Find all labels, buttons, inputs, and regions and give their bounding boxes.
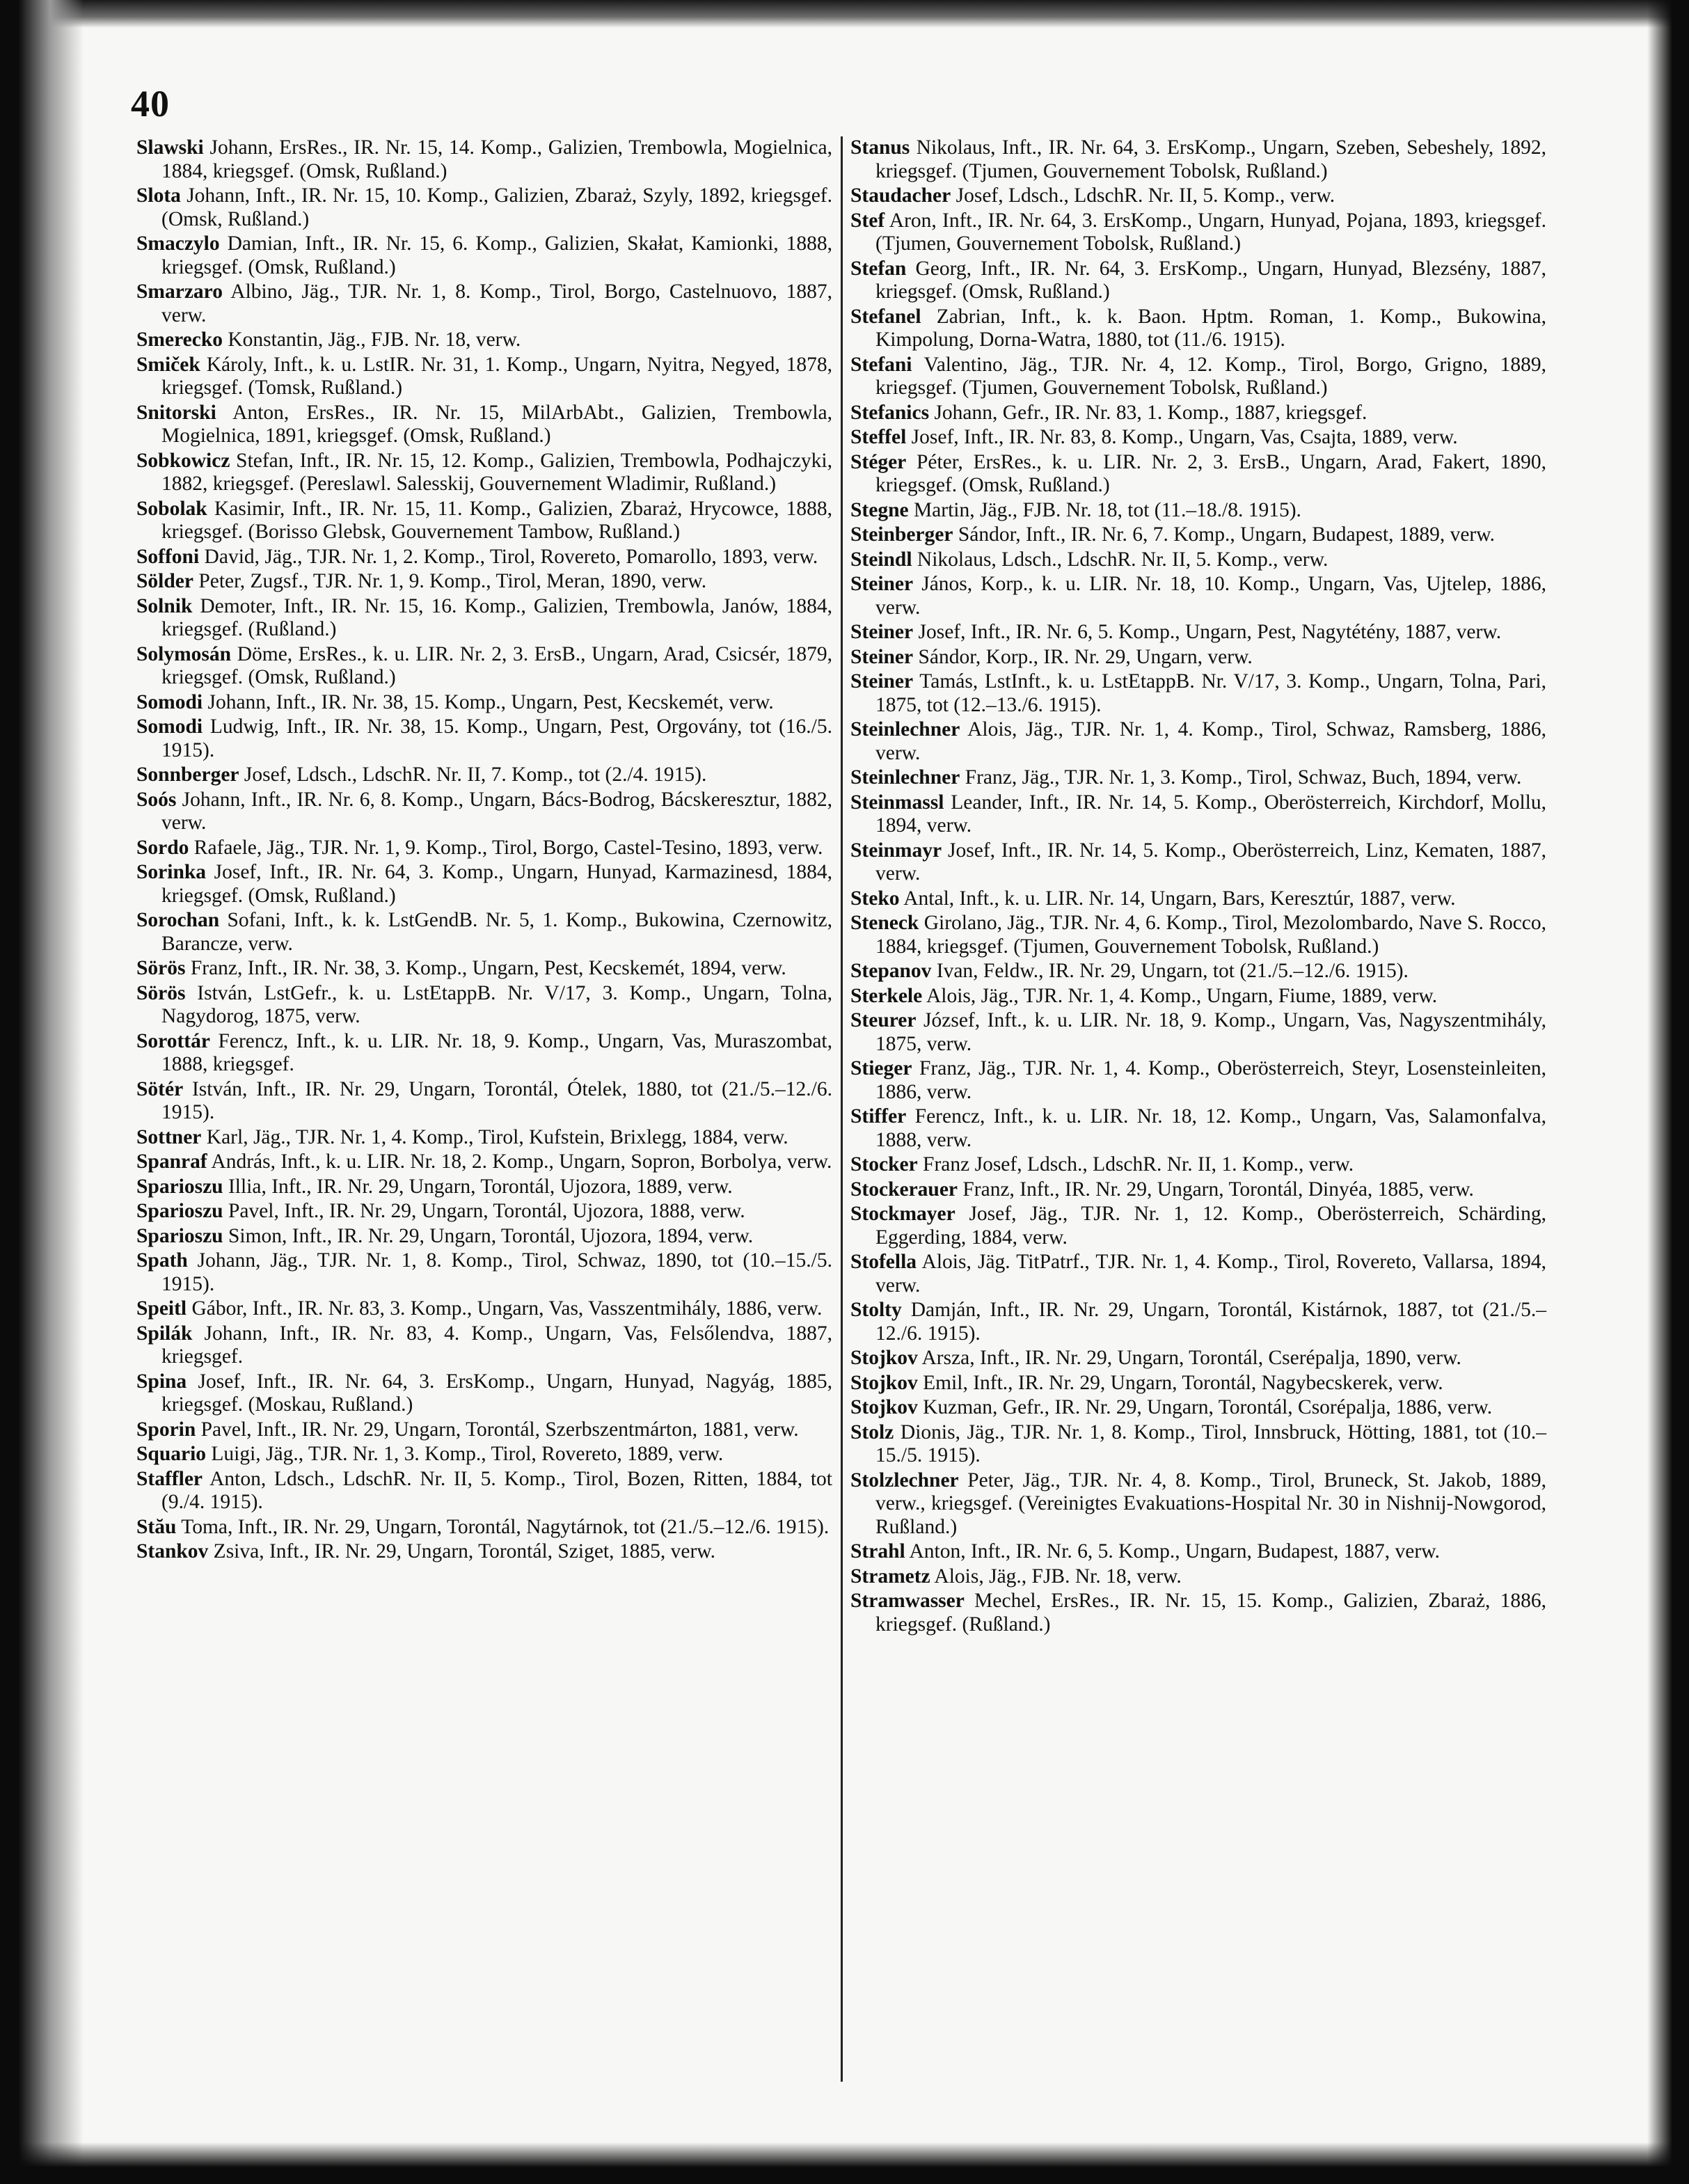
list-entry xyxy=(850,912,1546,958)
entry-details: Josef, Ldsch., LdschR. Nr. II, 7. Komp., tot (2./4. 1915). xyxy=(244,763,707,786)
entry-details: Mechel, ErsRes., IR. Nr. 15, 15. Komp., Galizien, Zbaraż, 1886, kriegsgef. (Rußland.) xyxy=(875,1590,1547,1636)
entry-surname: Stolzlechner xyxy=(850,1469,959,1491)
list-entry xyxy=(136,715,832,762)
entry-details: Johann, Inft., IR. Nr. 38, 15. Komp., Ungarn, Pest, Kecskemét, verw. xyxy=(207,690,774,713)
entry-surname: Sparioszu xyxy=(136,1200,223,1222)
entry-surname: Steiner xyxy=(850,645,914,668)
list-entry xyxy=(136,1443,832,1466)
entry-surname: Strahl xyxy=(850,1540,905,1562)
entry-surname: Smarzaro xyxy=(136,280,223,303)
list-entry xyxy=(136,643,832,690)
list-entry xyxy=(850,402,1546,425)
entry-surname: Sterkele xyxy=(850,984,923,1007)
entry-surname: Stocker xyxy=(850,1153,918,1176)
entry-surname: Steinberger xyxy=(850,523,953,546)
entry-details: Pavel, Inft., IR. Nr. 29, Ungarn, Torontál, Szerbszentmárton, 1881, verw. xyxy=(200,1418,799,1441)
entry-surname: Slawski xyxy=(136,136,204,159)
entry-surname: Steindl xyxy=(850,548,912,571)
entry-details: Aron, Inft., IR. Nr. 64, 3. ErsKomp., Ungarn, Hunyad, Pojana, 1893, kriegsgef. (Tjumen, Gouvernement Tobolsk, Rußland.) xyxy=(875,209,1547,255)
entry-surname: Spath xyxy=(136,1249,188,1272)
left-column xyxy=(136,136,832,1565)
list-entry xyxy=(850,1105,1546,1152)
list-entry xyxy=(850,791,1546,838)
entry-details: Damján, Inft., IR. Nr. 29, Ungarn, Torontál, Kistárnok, 1887, tot (21./5.–12./6. 1915). xyxy=(875,1299,1546,1345)
entry-surname: Stefan xyxy=(850,257,907,280)
list-entry xyxy=(850,306,1546,352)
entry-details: Franz, Inft., IR. Nr. 38, 3. Komp., Ungarn, Pest, Kecskemét, 1894, verw. xyxy=(190,957,786,979)
list-entry xyxy=(850,451,1546,498)
entry-details: András, Inft., k. u. LIR. Nr. 18, 2. Komp., Ungarn, Sopron, Borbolya, verw. xyxy=(211,1150,832,1173)
entry-details: Alois, Jäg., TJR. Nr. 1, 4. Komp., Ungarn, Fiume, 1889, verw. xyxy=(926,984,1438,1007)
list-entry xyxy=(136,570,832,594)
entry-surname: Stegne xyxy=(850,498,909,521)
list-entry xyxy=(850,573,1546,619)
entry-surname: Smaczylo xyxy=(136,232,220,255)
scan-border-bottom xyxy=(0,2142,1689,2184)
list-entry xyxy=(136,763,832,787)
entry-surname: Stefani xyxy=(850,353,912,376)
entry-details: Pavel, Inft., IR. Nr. 29, Ungarn, Torontál, Ujozora, 1888, verw. xyxy=(228,1200,745,1222)
column-divider xyxy=(841,136,843,2082)
entry-details: József, Inft., k. u. LIR. Nr. 18, 9. Komp., Ungarn, Vas, Nagyszentmihály, 1875, verw. xyxy=(875,1009,1546,1055)
entry-details: Sándor, Korp., IR. Nr. 29, Ungarn, verw. xyxy=(918,645,1253,668)
list-entry xyxy=(850,426,1546,450)
entry-details: Josef, Inft., IR. Nr. 14, 5. Komp., Oberösterreich, Linz, Kematen, 1887, verw. xyxy=(875,839,1547,885)
entry-details: Arsza, Inft., IR. Nr. 29, Ungarn, Torontál, Cserépalja, 1890, verw. xyxy=(921,1347,1461,1369)
entry-surname: Sobkowicz xyxy=(136,449,230,472)
entry-surname: Sparioszu xyxy=(136,1175,223,1198)
list-entry xyxy=(136,1418,832,1442)
entry-details: Alois, Jäg., FJB. Nr. 18, verw. xyxy=(934,1565,1182,1588)
list-entry xyxy=(136,1200,832,1224)
entry-details: David, Jäg., TJR. Nr. 1, 2. Komp., Tirol, Rovereto, Pomarollo, 1893, verw. xyxy=(204,545,818,568)
list-entry xyxy=(136,1322,832,1369)
entry-details: Josef, Inft., IR. Nr. 6, 5. Komp., Ungarn, Pest, Nagytétény, 1887, verw. xyxy=(918,621,1502,643)
entry-details: Demoter, Inft., IR. Nr. 15, 16. Komp., Galizien, Trembowla, Janów, 1884, kriegsgef. (Rußland.) xyxy=(161,594,832,640)
entry-details: Valentino, Jäg., TJR. Nr. 4, 12. Komp., Tirol, Borgo, Grigno, 1889, kriegsgef. (Tjumen, Gouvernement Tobolsk, Rußland.) xyxy=(875,353,1547,399)
list-entry xyxy=(136,909,832,956)
entry-surname: Stău xyxy=(136,1515,177,1538)
list-entry xyxy=(850,1153,1546,1177)
entry-surname: Stefanel xyxy=(850,305,921,328)
entry-surname: Smerecko xyxy=(136,329,223,351)
entry-details: Kasimir, Inft., IR. Nr. 15, 11. Komp., Galizien, Zbaraż, Hrycowce, 1888, kriegsgef. (Borisso Glebsk, Gouvernement Tambow, Rußland.) xyxy=(161,497,833,543)
entry-details: Döme, ErsRes., k. u. LIR. Nr. 2, 3. ErsB., Ungarn, Arad, Csicsér, 1879, kriegsgef. (Omsk, Rußland.) xyxy=(161,642,832,688)
entry-details: Zsiva, Inft., IR. Nr. 29, Ungarn, Torontál, Sziget, 1885, verw. xyxy=(213,1540,716,1562)
entry-details: Ludwig, Inft., IR. Nr. 38, 15. Komp., Ungarn, Pest, Orgovány, tot (16./5. 1915). xyxy=(161,715,832,761)
list-entry xyxy=(850,499,1546,523)
list-entry xyxy=(850,1299,1546,1345)
entry-details: Simon, Inft., IR. Nr. 29, Ungarn, Torontál, Ujozora, 1894, verw. xyxy=(228,1224,754,1247)
entry-surname: Stefanics xyxy=(850,401,930,424)
entry-surname: Stojkov xyxy=(850,1347,918,1369)
list-entry xyxy=(136,1176,832,1199)
entry-surname: Spanraf xyxy=(136,1150,207,1173)
entry-surname: Slota xyxy=(136,184,181,207)
list-entry xyxy=(136,280,832,327)
list-entry xyxy=(136,982,832,1029)
entry-surname: Sorochan xyxy=(136,909,220,931)
entry-surname: Stofella xyxy=(850,1251,917,1273)
list-entry xyxy=(850,766,1546,790)
list-entry xyxy=(136,957,832,981)
entry-details: Josef, Inft., IR. Nr. 83, 8. Komp., Ungarn, Vas, Csajta, 1889, verw. xyxy=(911,426,1458,448)
entry-surname: Stankov xyxy=(136,1540,209,1562)
list-entry xyxy=(850,1009,1546,1056)
list-entry xyxy=(850,1590,1546,1636)
scan-border-top xyxy=(0,0,1689,28)
entry-details: János, Korp., k. u. LIR. Nr. 18, 10. Komp., Ungarn, Vas, Ujtelep, 1886, verw. xyxy=(875,573,1546,619)
entry-details: Stefan, Inft., IR. Nr. 15, 12. Komp., Galizien, Trembowla, Podhajczyki, 1882, kriegsgef. (Pereslawl. Salesskij, Gouvernement Wladimir, Rußland.) xyxy=(161,449,833,495)
scan-border-left xyxy=(0,0,84,2184)
list-entry xyxy=(850,646,1546,670)
list-entry xyxy=(136,1370,832,1417)
entry-surname: Sorinka xyxy=(136,861,207,883)
entry-details: Sofani, Inft., k. k. LstGendB. Nr. 5, 1. Komp., Bukowina, Czernowitz, Barancze, verw. xyxy=(161,909,832,955)
list-entry xyxy=(136,1297,832,1321)
entry-details: Franz, Jäg., TJR. Nr. 1, 3. Komp., Tirol, Schwaz, Buch, 1894, verw. xyxy=(965,766,1522,789)
entry-surname: Steiner xyxy=(850,573,914,595)
entry-details: Albino, Jäg., TJR. Nr. 1, 8. Komp., Tirol, Borgo, Castelnuovo, 1887, verw. xyxy=(161,280,832,326)
entry-details: Franz Josef, Ldsch., LdschR. Nr. II, 1. Komp., verw. xyxy=(923,1153,1354,1176)
entry-surname: Stef xyxy=(850,209,885,232)
list-entry xyxy=(136,691,832,715)
entry-details: Konstantin, Jäg., FJB. Nr. 18, verw. xyxy=(228,329,521,351)
entry-surname: Steinlechner xyxy=(850,718,960,741)
list-entry xyxy=(136,1516,832,1540)
list-entry xyxy=(136,329,832,352)
entry-surname: Sörös xyxy=(136,981,186,1004)
entry-surname: Spina xyxy=(136,1370,187,1393)
entry-surname: Stepanov xyxy=(850,960,932,982)
list-entry xyxy=(136,789,832,835)
list-entry xyxy=(850,985,1546,1008)
entry-surname: Stramwasser xyxy=(850,1590,965,1612)
list-entry xyxy=(850,670,1546,717)
list-entry xyxy=(850,1540,1546,1564)
entry-surname: Smiček xyxy=(136,353,200,376)
list-entry xyxy=(136,861,832,908)
entry-details: Nikolaus, Inft., IR. Nr. 64, 3. ErsKomp., Ungarn, Szeben, Sebeshely, 1892, kriegsgef. (Tjumen, Gouvernement Tobolsk, Rußland.) xyxy=(875,136,1547,182)
entry-surname: Sölder xyxy=(136,570,193,592)
list-entry xyxy=(136,546,832,569)
entry-surname: Stieger xyxy=(850,1057,912,1079)
entry-surname: Soós xyxy=(136,788,177,811)
entry-details: Alois, Jäg., TJR. Nr. 1, 4. Komp., Tirol, Schwaz, Ramsberg, 1886, verw. xyxy=(875,718,1546,764)
entry-surname: Speitl xyxy=(136,1297,187,1320)
list-entry xyxy=(136,1030,832,1077)
list-entry xyxy=(136,1540,832,1564)
entry-details: Antal, Inft., k. u. LIR. Nr. 14, Ungarn, Bars, Keresztúr, 1887, verw. xyxy=(903,887,1456,910)
list-entry xyxy=(850,1396,1546,1420)
list-entry xyxy=(136,354,832,400)
list-entry xyxy=(850,209,1546,256)
entry-details: Karl, Jäg., TJR. Nr. 1, 4. Komp., Tirol, Kufstein, Brixlegg, 1884, verw. xyxy=(206,1125,788,1148)
entry-details: Damian, Inft., IR. Nr. 15, 6. Komp., Galizien, Skałat, Kamionki, 1888, kriegsgef. (Omsk, Rußland.) xyxy=(161,232,833,278)
entry-surname: Strametz xyxy=(850,1565,930,1588)
list-entry xyxy=(850,1057,1546,1104)
entry-details: Johann, Gefr., IR. Nr. 83, 1. Komp., 1887, kriegsgef. xyxy=(934,401,1367,424)
entry-surname: Stiffer xyxy=(850,1105,907,1127)
entry-surname: Squario xyxy=(136,1443,207,1465)
list-entry xyxy=(136,1150,832,1174)
entry-details: Johann, Jäg., TJR. Nr. 1, 8. Komp., Tirol, Schwaz, 1890, tot (10.–15./5. 1915). xyxy=(161,1249,833,1295)
page-number: 40 xyxy=(131,83,170,125)
entry-details: Alois, Jäg. TitPatrf., TJR. Nr. 1, 4. Komp., Tirol, Rovereto, Vallarsa, 1894, verw. xyxy=(875,1251,1546,1297)
entry-details: Illia, Inft., IR. Nr. 29, Ungarn, Torontál, Ujozora, 1889, verw. xyxy=(228,1175,733,1198)
list-entry xyxy=(136,184,832,231)
entry-details: Franz, Jäg., TJR. Nr. 1, 4. Komp., Oberösterreich, Steyr, Losensteinleiten, 1886, verw. xyxy=(875,1057,1546,1103)
entry-details: Girolano, Jäg., TJR. Nr. 4, 6. Komp., Tirol, Mezolombardo, Nave S. Rocco, 1884, kriegsgef. (Tjumen, Gouvernement Tobolsk, Rußland.) xyxy=(875,912,1547,958)
entry-details: Josef, Ldsch., LdschR. Nr. II, 5. Komp., verw. xyxy=(955,184,1335,207)
list-entry xyxy=(850,621,1546,644)
entry-surname: Somodi xyxy=(136,715,203,738)
list-entry xyxy=(850,548,1546,572)
entry-surname: Sobolak xyxy=(136,497,207,520)
entry-surname: Stojkov xyxy=(850,1371,918,1394)
entry-details: Anton, Inft., IR. Nr. 6, 5. Komp., Ungarn, Budapest, 1887, verw. xyxy=(909,1540,1440,1562)
entry-details: Johann, Inft., IR. Nr. 83, 4. Komp., Ungarn, Vas, Felsőlendva, 1887, kriegsgef. xyxy=(161,1322,832,1368)
entry-details: Dionis, Jäg., TJR. Nr. 1, 8. Komp., Tirol, Innsbruck, Hötting, 1881, tot (10.–15./5. 1915). xyxy=(875,1421,1546,1466)
entry-surname: Solymosán xyxy=(136,642,232,665)
entry-details: Josef, Inft., IR. Nr. 64, 3. Komp., Ungarn, Hunyad, Karmazinesd, 1884, kriegsgef. (Omsk, Rußland.) xyxy=(161,861,833,907)
entry-surname: Staffler xyxy=(136,1467,203,1490)
entry-details: Rafaele, Jäg., TJR. Nr. 1, 9. Komp., Tirol, Borgo, Castel-Tesino, 1893, verw. xyxy=(193,836,823,859)
list-entry xyxy=(850,960,1546,983)
entry-details: Martin, Jäg., FJB. Nr. 18, tot (11.–18./8. 1915). xyxy=(913,498,1301,521)
list-entry xyxy=(850,1251,1546,1297)
entry-details: Sándor, Inft., IR. Nr. 6, 7. Komp., Ungarn, Budapest, 1889, verw. xyxy=(958,523,1496,546)
entry-details: István, Inft., IR. Nr. 29, Ungarn, Torontál, Ótelek, 1880, tot (21./5.–12./6. 1915). xyxy=(161,1077,833,1123)
entry-surname: Somodi xyxy=(136,690,203,713)
entry-details: Károly, Inft., k. u. LstIR. Nr. 31, 1. Komp., Ungarn, Nyitra, Negyed, 1878, kriegsgef. (Tomsk, Rußland.) xyxy=(161,353,833,399)
list-entry xyxy=(850,523,1546,547)
entry-surname: Steiner xyxy=(850,670,914,693)
entry-surname: Stojkov xyxy=(850,1396,918,1418)
entry-surname: Steffel xyxy=(850,426,907,448)
entry-details: Gábor, Inft., IR. Nr. 83, 3. Komp., Ungarn, Vas, Vasszentmihály, 1886, verw. xyxy=(191,1297,823,1320)
entry-surname: Steinmassl xyxy=(850,791,944,814)
entry-surname: Stanus xyxy=(850,136,910,159)
entry-surname: Steneck xyxy=(850,912,919,934)
entry-surname: Steinmayr xyxy=(850,839,942,862)
entry-surname: Steko xyxy=(850,887,900,910)
entry-surname: Sporin xyxy=(136,1418,196,1441)
list-entry xyxy=(850,718,1546,765)
entry-details: Anton, ErsRes., IR. Nr. 15, MilArbAbt., Galizien, Trembowla, Mogielnica, 1891, kriegsgef. (Omsk, Rußland.) xyxy=(161,401,833,447)
entry-surname: Solnik xyxy=(136,594,193,617)
entry-surname: Stockmayer xyxy=(850,1203,955,1225)
list-entry xyxy=(850,1347,1546,1370)
list-entry xyxy=(850,184,1546,208)
list-entry xyxy=(850,1421,1546,1468)
entry-surname: Snitorski xyxy=(136,401,216,424)
list-entry xyxy=(850,1372,1546,1395)
list-entry xyxy=(850,887,1546,911)
list-entry xyxy=(136,1126,832,1150)
entry-surname: Sordo xyxy=(136,836,189,859)
entry-surname: Sottner xyxy=(136,1125,202,1148)
entry-surname: Sparioszu xyxy=(136,1224,223,1247)
entry-details: Johann, Inft., IR. Nr. 15, 10. Komp., Galizien, Zbaraż, Szyly, 1892, kriegsgef. (Omsk, Rußland.) xyxy=(161,184,833,230)
scan-border-right xyxy=(1647,0,1689,2184)
entry-details: Johann, Inft., IR. Nr. 6, 8. Komp., Ungarn, Bács-Bodrog, Bácskeresztur, 1882, verw. xyxy=(161,788,832,834)
entry-surname: Soffoni xyxy=(136,545,200,568)
entry-surname: Stockerauer xyxy=(850,1178,958,1201)
list-entry xyxy=(136,498,832,544)
list-entry xyxy=(850,1178,1546,1202)
entry-surname: Sorottár xyxy=(136,1029,210,1052)
list-entry xyxy=(850,136,1546,183)
entry-details: Peter, Jäg., TJR. Nr. 4, 8. Komp., Tirol, Bruneck, St. Jakob, 1889, verw., kriegsgef. (Vereinigtes Evakuations-Hospital Nr. 30 in Nishnij-Nowgorod, Rußland.) xyxy=(875,1469,1547,1538)
entry-details: Ferencz, Inft., k. u. LIR. Nr. 18, 12. Komp., Ungarn, Vas, Salamonfalva, 1888, verw. xyxy=(875,1105,1547,1151)
list-entry xyxy=(136,837,832,860)
entry-details: Josef, Jäg., TJR. Nr. 1, 12. Komp., Oberösterreich, Schärding, Eggerding, 1884, verw. xyxy=(875,1203,1547,1249)
list-entry xyxy=(850,1469,1546,1540)
entry-details: Kuzman, Gefr., IR. Nr. 29, Ungarn, Torontál, Csorépalja, 1886, verw. xyxy=(923,1396,1493,1418)
list-entry xyxy=(136,1225,832,1249)
entry-surname: Staudacher xyxy=(850,184,951,207)
entry-details: Leander, Inft., IR. Nr. 14, 5. Komp., Oberösterreich, Kirchdorf, Mollu, 1894, verw. xyxy=(875,791,1547,837)
entry-surname: Sonnberger xyxy=(136,763,239,786)
entry-surname: Steurer xyxy=(850,1009,917,1031)
entry-details: Johann, ErsRes., IR. Nr. 15, 14. Komp., Galizien, Trembowla, Mogielnica, 1884, kriegsgef. (Omsk, Rußland.) xyxy=(161,136,832,182)
entry-details: Tamás, LstInft., k. u. LstEtappB. Nr. V/17, 3. Komp., Ungarn, Tolna, Pari, 1875, tot (12.–13./6. 1915). xyxy=(875,670,1546,716)
list-entry xyxy=(136,595,832,642)
entry-surname: Stéger xyxy=(850,450,907,473)
list-entry xyxy=(850,354,1546,400)
entry-surname: Steinlechner xyxy=(850,766,960,789)
entry-surname: Sötér xyxy=(136,1077,184,1100)
entry-surname: Stolz xyxy=(850,1421,894,1443)
list-entry xyxy=(850,839,1546,886)
list-entry xyxy=(850,258,1546,304)
entry-details: Toma, Inft., IR. Nr. 29, Ungarn, Torontál, Nagytárnok, tot (21./5.–12./6. 1915). xyxy=(181,1515,830,1538)
list-entry xyxy=(850,1565,1546,1589)
entry-details: Ivan, Feldw., IR. Nr. 29, Ungarn, tot (21./5.–12./6. 1915). xyxy=(936,960,1409,982)
entry-details: Anton, Ldsch., LdschR. Nr. II, 5. Komp., Tirol, Bozen, Ritten, 1884, tot (9./4. 1915). xyxy=(161,1467,832,1513)
entry-details: Josef, Inft., IR. Nr. 64, 3. ErsKomp., Ungarn, Hunyad, Nagyág, 1885, kriegsgef. (Moskau, Rußland.) xyxy=(161,1370,833,1416)
entry-surname: Spilák xyxy=(136,1322,193,1345)
entry-details: Péter, ErsRes., k. u. LIR. Nr. 2, 3. ErsB., Ungarn, Arad, Fakert, 1890, kriegsgef. (Omsk, Rußland.) xyxy=(875,450,1546,496)
entry-surname: Stolty xyxy=(850,1299,902,1321)
list-entry xyxy=(136,402,832,448)
entry-details: Franz, Inft., IR. Nr. 29, Ungarn, Torontál, Dinyéa, 1885, verw. xyxy=(962,1178,1474,1201)
entry-details: Zabrian, Inft., k. k. Baon. Hptm. Roman, 1. Komp., Bukowina, Kimpolung, Dorna-Watra, 1880, tot (11./6. 1915). xyxy=(875,305,1546,351)
entry-details: Georg, Inft., IR. Nr. 64, 3. ErsKomp., Ungarn, Hunyad, Blezsény, 1887, kriegsgef. (Omsk, Rußland.) xyxy=(875,257,1546,303)
list-entry xyxy=(136,450,832,496)
entry-details: István, LstGefr., k. u. LstEtappB. Nr. V/17, 3. Komp., Ungarn, Tolna, Nagydorog, 1875, verw. xyxy=(161,981,832,1027)
list-entry xyxy=(136,1249,832,1296)
entry-details: Nikolaus, Ldsch., LdschR. Nr. II, 5. Komp., verw. xyxy=(917,548,1329,571)
list-entry xyxy=(136,1468,832,1514)
right-column xyxy=(850,136,1546,1638)
list-entry xyxy=(850,1203,1546,1249)
entry-details: Ferencz, Inft., k. u. LIR. Nr. 18, 9. Komp., Ungarn, Vas, Muraszombat, 1888, kriegsgef. xyxy=(161,1029,832,1075)
entry-surname: Steiner xyxy=(850,621,914,643)
list-entry xyxy=(136,1078,832,1125)
list-entry xyxy=(136,232,832,279)
entry-details: Luigi, Jäg., TJR. Nr. 1, 3. Komp., Tirol, Rovereto, 1889, verw. xyxy=(211,1443,724,1465)
entry-details: Peter, Zugsf., TJR. Nr. 1, 9. Komp., Tirol, Meran, 1890, verw. xyxy=(198,570,707,592)
entry-surname: Sörös xyxy=(136,957,186,979)
entry-details: Emil, Inft., IR. Nr. 29, Ungarn, Torontál, Nagybecskerek, verw. xyxy=(923,1371,1443,1394)
list-entry xyxy=(136,136,832,183)
